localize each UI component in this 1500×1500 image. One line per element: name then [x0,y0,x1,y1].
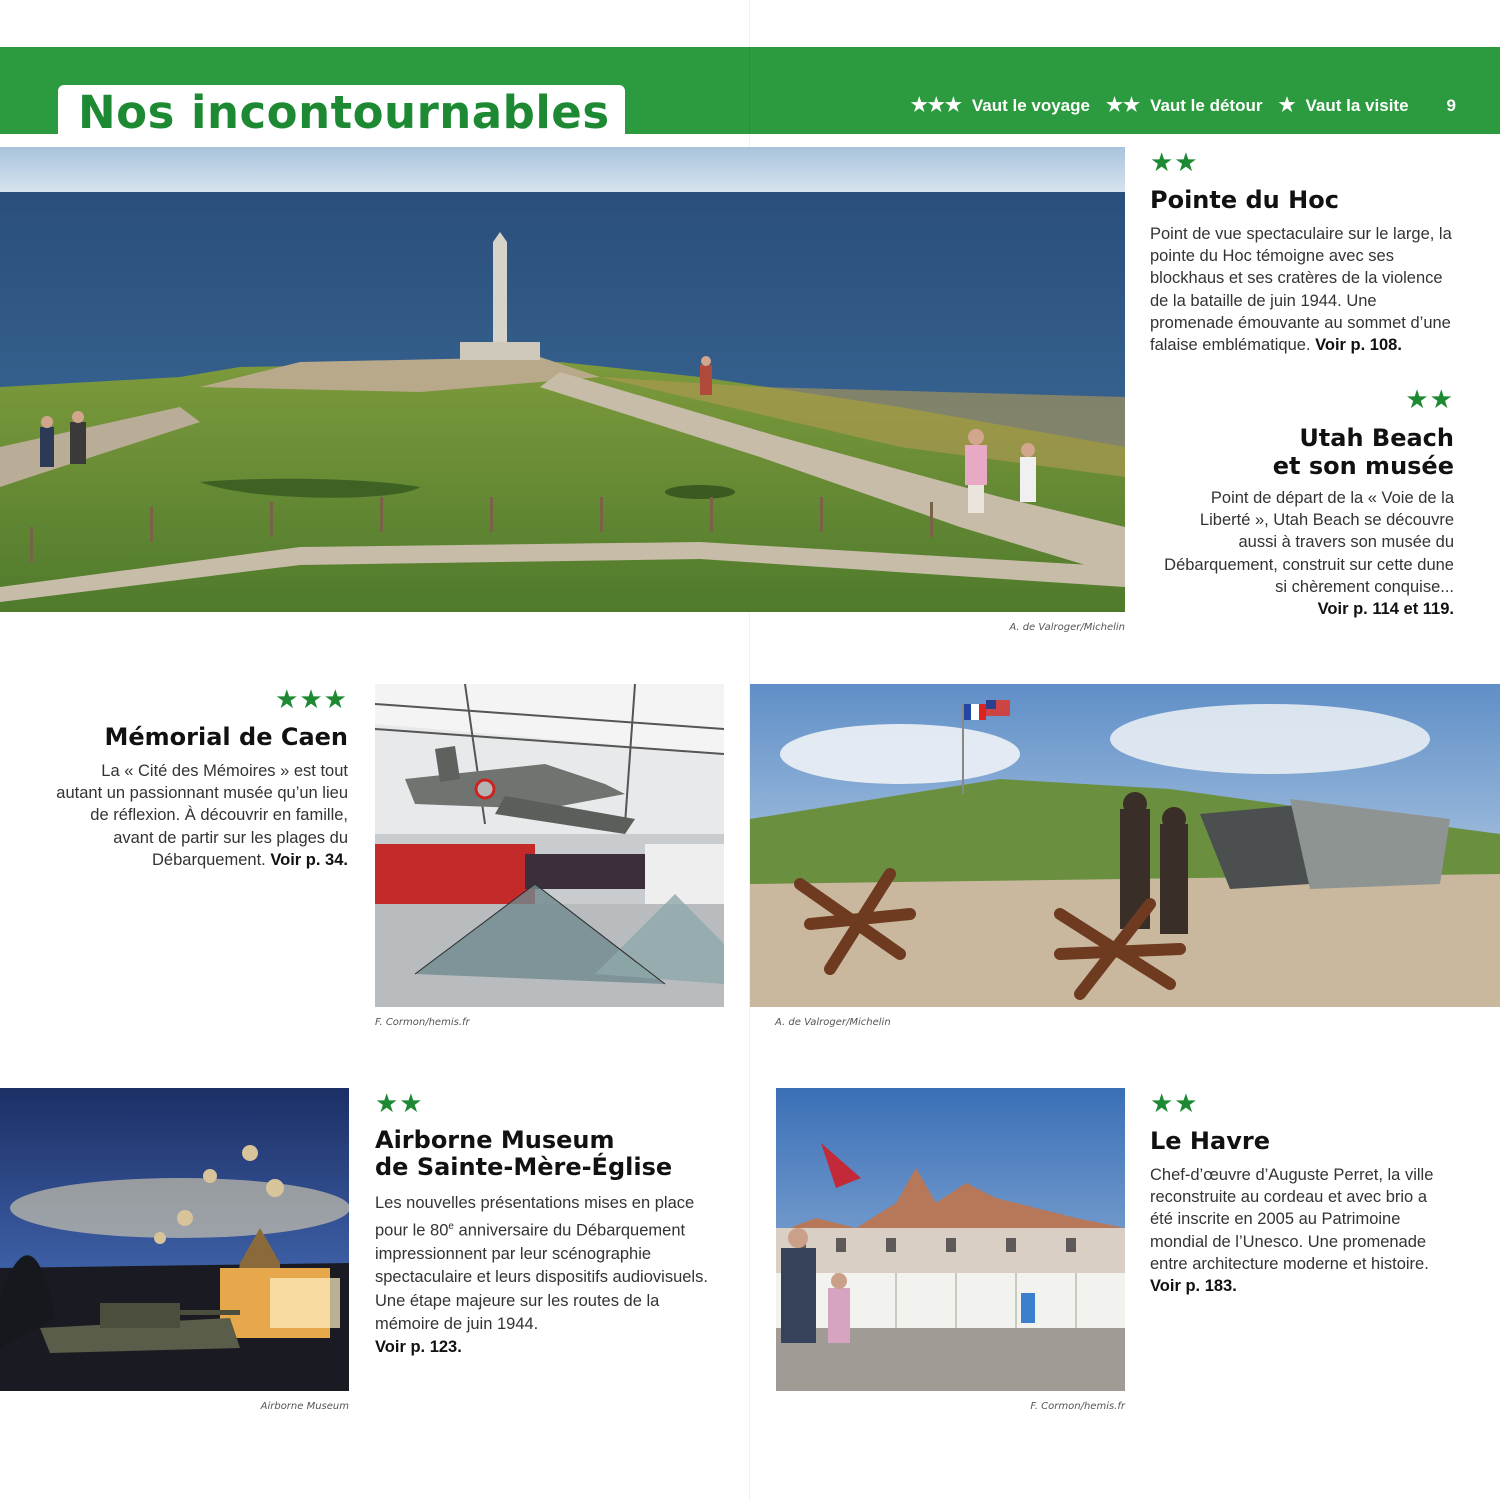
utah-beach-ref: Voir p. 114 et 119. [1317,600,1454,619]
memorial-title: Mémorial de Caen [104,723,348,751]
legend-stars-3: ★★★ [910,95,962,116]
utah-beach-title-line2: et son musée [1272,452,1454,480]
airborne-ref: Voir p. 123. [375,1338,462,1357]
utah-beach-title-line1: Utah Beach [1299,424,1454,452]
page-number: 9 [1446,95,1456,115]
legend-label-1: Vaut la visite [1305,95,1409,115]
legend-stars-2: ★★ [1105,95,1141,116]
le-havre-credit: F. Cormon/hemis.fr [1030,1401,1125,1412]
legend-label-2: Vaut le détour [1150,95,1263,115]
le-havre-ref: Voir p. 183. [1150,1277,1237,1296]
airborne-text-sup: e [448,1221,454,1233]
pointe-du-hoc-title: Pointe du Hoc [1150,186,1339,214]
pointe-du-hoc-credit: A. de Valroger/Michelin [1009,622,1125,633]
memorial-credit: F. Cormon/hemis.fr [375,1017,470,1028]
pointe-du-hoc-ref: Voir p. 108. [1315,336,1402,355]
utah-beach-text-block [1164,487,1454,620]
memorial-stars: ★★★ [275,685,348,715]
utah-beach-credit: A. de Valroger/Michelin [775,1017,891,1028]
le-havre-text: Chef-d’œuvre d’Auguste Perret, la ville reconstruite au cordeau et avec brio a été inscrite en 2005 au Patrimoine mondial de l’Unesco. Une promenade entre architecture moderne et histoire. [1150,1166,1434,1273]
le-havre-stars: ★★ [1150,1089,1199,1119]
utah-beach-stars: ★★ [1405,385,1454,415]
airborne-text-block [375,1192,725,1360]
airborne-credit: Airborne Museum [260,1401,349,1412]
airborne-title-line1: Airborne Museum [375,1126,615,1154]
utah-beach-title [1194,424,1454,480]
memorial-photo [375,684,724,1007]
memorial-text: La « Cité des Mémoires » est tout autant un passionnant musée qu’un lieu de réflexion. À découvrir en famille, avant de partir sur les plages du Débarquement. [56,762,348,869]
memorial-ref: Voir p. 34. [270,850,348,869]
memorial-text-block [53,760,348,871]
airborne-stars: ★★ [375,1089,424,1119]
airborne-title-line2: de Sainte-Mère-Église [375,1153,673,1181]
legend-label-3: Vaut le voyage [971,95,1090,115]
page-title: Nos incontournables [78,86,610,139]
airborne-text-1: Les nouvelles présentations mises en place pour le 80 [375,1194,695,1240]
pointe-du-hoc-text-block [1150,223,1460,356]
pointe-du-hoc-photo [0,147,1125,612]
legend-stars-1: ★ [1278,95,1296,116]
le-havre-title: Le Havre [1150,1127,1270,1155]
airborne-photo [0,1088,349,1391]
utah-beach-photo [750,684,1500,1007]
airborne-title [375,1127,735,1181]
le-havre-photo [776,1088,1125,1391]
pointe-du-hoc-text: Point de vue spectaculaire sur le large, la pointe du Hoc témoigne avec ses blockhaus et ses cratères de la violence de la bataille de juin 1944. Une promenade émouvante au sommet d’une falaise emblématique. [1150,225,1452,355]
pointe-du-hoc-stars: ★★ [1150,148,1199,178]
airborne-text-2: anniversaire du Débarquement impressionnent par leur scénographie spectaculaire et leurs dispositifs audiovisuels. Une étape majeure sur les routes de la mémoire de juin 1944. [375,1221,708,1333]
star-legend [911,94,1456,117]
le-havre-text-block [1150,1164,1450,1297]
utah-beach-text: Point de départ de la « Voie de la Liberté », Utah Beach se découvre aussi à travers son musée du Débarquement, construit sur cette dune si chèrement conquise... [1164,489,1454,596]
